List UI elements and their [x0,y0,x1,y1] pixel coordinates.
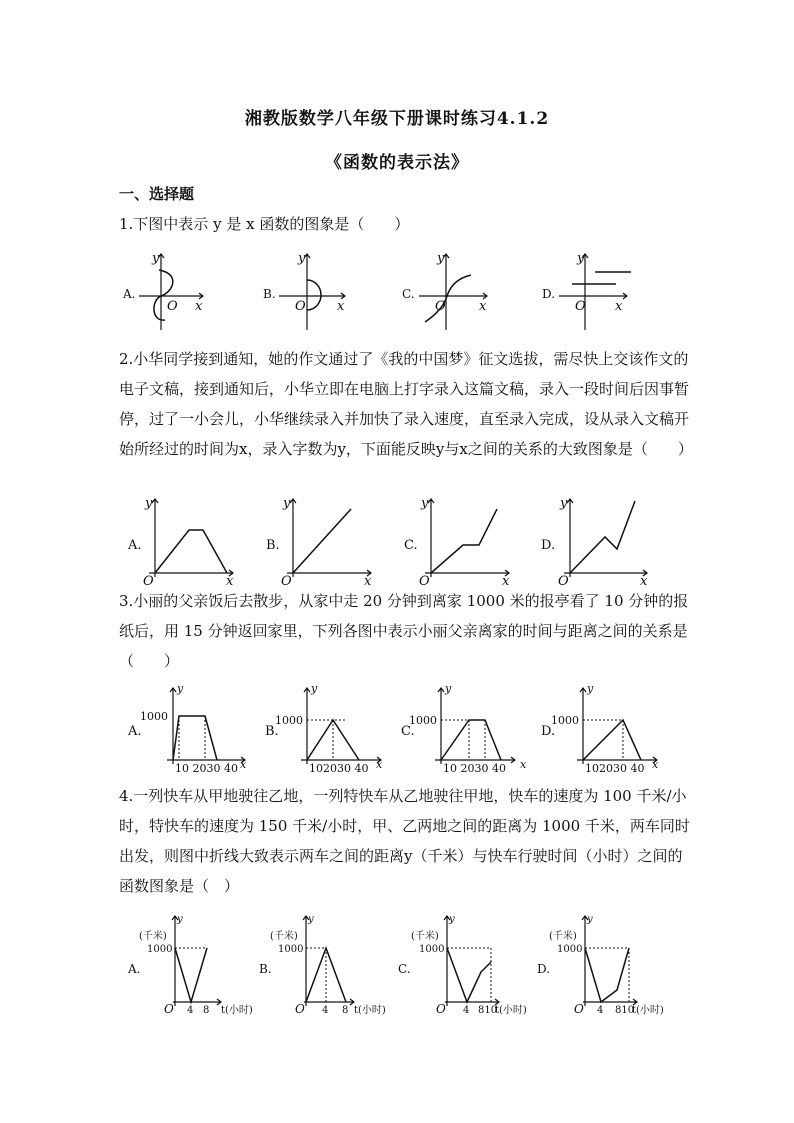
q3-graph-a [127,682,247,775]
svg-text:t(小时): t(小时) [354,1005,386,1016]
svg-text:1000: 1000 [419,944,445,955]
q4-graph-d [537,914,664,1016]
question-1-figures [119,248,639,336]
svg-text:B.: B. [266,538,280,553]
svg-text:8: 8 [203,1005,210,1016]
svg-text:y: y [445,682,452,695]
q2-graph-c [404,496,510,587]
svg-text:C.: C. [402,287,415,301]
page-title: 湘教版数学八年级下册课时练习4.1.2 [244,109,550,129]
svg-text:10 2030 40: 10 2030 40 [443,762,506,775]
svg-text:O: O [575,299,586,314]
svg-text:(千米): (千米) [411,931,439,942]
q4-graph-b [259,914,386,1016]
svg-text:x: x [640,574,648,587]
svg-text:1000: 1000 [275,714,303,727]
svg-text:y: y [308,914,314,925]
svg-text:1000: 1000 [147,944,173,955]
svg-text:C.: C. [404,538,418,553]
question-3-text: 3.小丽的父亲饭后去散步，从家中走 20 分钟到离家 1000 米的报亭看了 10 分钟的报纸后，用 15 分钟返回家里，下列各图中表示小丽父亲离家的时间与距离之间的关系是（ ） [119,592,689,670]
svg-text:4: 4 [187,1005,194,1016]
svg-text:810: 810 [478,1005,498,1016]
svg-text:(千米): (千米) [139,931,167,942]
q1-graph-a [122,251,203,330]
question-2-figures [119,493,659,587]
svg-text:4: 4 [463,1005,470,1016]
q2-graph-b [266,496,372,587]
svg-text:y: y [421,496,429,511]
svg-text:x: x [337,299,345,314]
svg-text:O: O [164,1002,174,1016]
question-1-text: 1.下图中表示 y 是 x 函数的图象是（ ） [119,215,410,233]
svg-text:O: O [167,299,178,314]
svg-text:x: x [615,299,623,314]
svg-text:O: O [295,299,306,314]
svg-text:C.: C. [401,724,415,739]
svg-text:D.: D. [541,538,556,553]
svg-text:4: 4 [322,1005,329,1016]
q4-graph-a [127,914,253,1016]
svg-text:x: x [364,574,372,587]
svg-text:y: y [449,914,455,925]
svg-text:1000: 1000 [278,944,304,955]
svg-text:1000: 1000 [140,710,168,723]
svg-text:x: x [502,574,510,587]
svg-text:O: O [435,299,446,314]
svg-text:8: 8 [342,1005,349,1016]
q1-graph-c [402,251,487,330]
svg-text:t(小时): t(小时) [221,1005,253,1016]
svg-text:D.: D. [542,287,556,301]
svg-text:1000: 1000 [409,714,437,727]
svg-text:y: y [298,251,306,266]
svg-text:x: x [240,758,247,771]
svg-text:O: O [574,1002,584,1016]
question-3-figures [119,680,679,776]
svg-text:y: y [177,682,184,695]
svg-text:O: O [558,574,569,587]
q2-graph-d [541,496,648,587]
q1-graph-b [263,251,345,330]
svg-text:4: 4 [597,1005,604,1016]
svg-text:10 2030 40: 10 2030 40 [175,762,238,775]
svg-text:810: 810 [615,1005,635,1016]
svg-text:y: y [587,682,594,695]
svg-text:D.: D. [537,962,551,976]
svg-text:x: x [376,758,383,771]
svg-text:y: y [152,251,160,266]
question-4-text: 4.一列快车从甲地驶往乙地，一列特快车从乙地驶往甲地，快车的速度为 100 千米/小时，特快车的速度为 150 千米/小时，甲、乙两地之间的距离为 1000 千米，两车同时出发，则图中折线大致表示两车之间的距离y（千米）与快车行驶时间（小时）之间的函数图象是（ ） [119,787,690,895]
svg-text:A.: A. [128,962,141,976]
svg-text:O: O [281,574,292,587]
svg-text:y: y [587,914,593,925]
svg-text:(千米): (千米) [270,931,298,942]
svg-text:B.: B. [263,287,276,301]
question-4-figures [119,910,669,1020]
svg-text:t(小时): t(小时) [632,1005,664,1016]
svg-text:x: x [652,758,659,771]
svg-text:C.: C. [398,962,411,976]
svg-text:D.: D. [541,724,556,739]
svg-text:t(小时): t(小时) [495,1005,527,1016]
svg-text:102030 40: 102030 40 [309,762,369,775]
svg-text:1000: 1000 [557,944,583,955]
svg-text:x: x [195,299,203,314]
svg-text:y: y [145,496,153,511]
svg-text:B.: B. [259,962,272,976]
svg-text:O: O [436,1002,446,1016]
svg-text:A.: A. [128,538,142,553]
svg-text:y: y [311,682,318,695]
svg-text:x: x [226,574,234,587]
svg-text:B.: B. [265,724,279,739]
q3-graph-b [265,682,383,775]
svg-text:y: y [177,914,183,925]
svg-text:y: y [437,251,445,266]
question-2-text: 2.小华同学接到通知，她的作文通过了《我的中国梦》征文选拔，需尽快上交该作文的电子文稿，接到通知后，小华立即在电脑上打字录入这篇文稿，录入一段时间后因事暂停，过了一小会儿，小华继续录入并加快了录入速度，直至录入完成，设从录入文稿开始所经过的时间为x，录入字数为y，下面能反映y与x之间的关系的大致图象是（ ） [119,350,693,458]
svg-text:A.: A. [128,724,142,739]
svg-text:102030 40: 102030 40 [585,762,645,775]
q4-graph-c [398,914,527,1016]
svg-text:x: x [479,299,487,314]
svg-text:y: y [577,251,585,266]
q1-graph-d [542,251,631,330]
section-heading: 一、选择题 [119,185,195,203]
svg-text:A.: A. [123,287,136,301]
svg-text:y: y [560,496,568,511]
svg-text:y: y [283,496,291,511]
svg-text:1000: 1000 [551,714,579,727]
q2-graph-a [127,496,234,587]
svg-text:O: O [419,574,430,587]
svg-text:x: x [520,758,527,771]
q3-graph-d [541,682,659,775]
q3-graph-c [401,682,527,775]
svg-text:O: O [143,574,154,587]
svg-text:O: O [295,1002,305,1016]
svg-text:(千米): (千米) [549,931,577,942]
page-subtitle: 《函数的表示法》 [325,153,469,173]
